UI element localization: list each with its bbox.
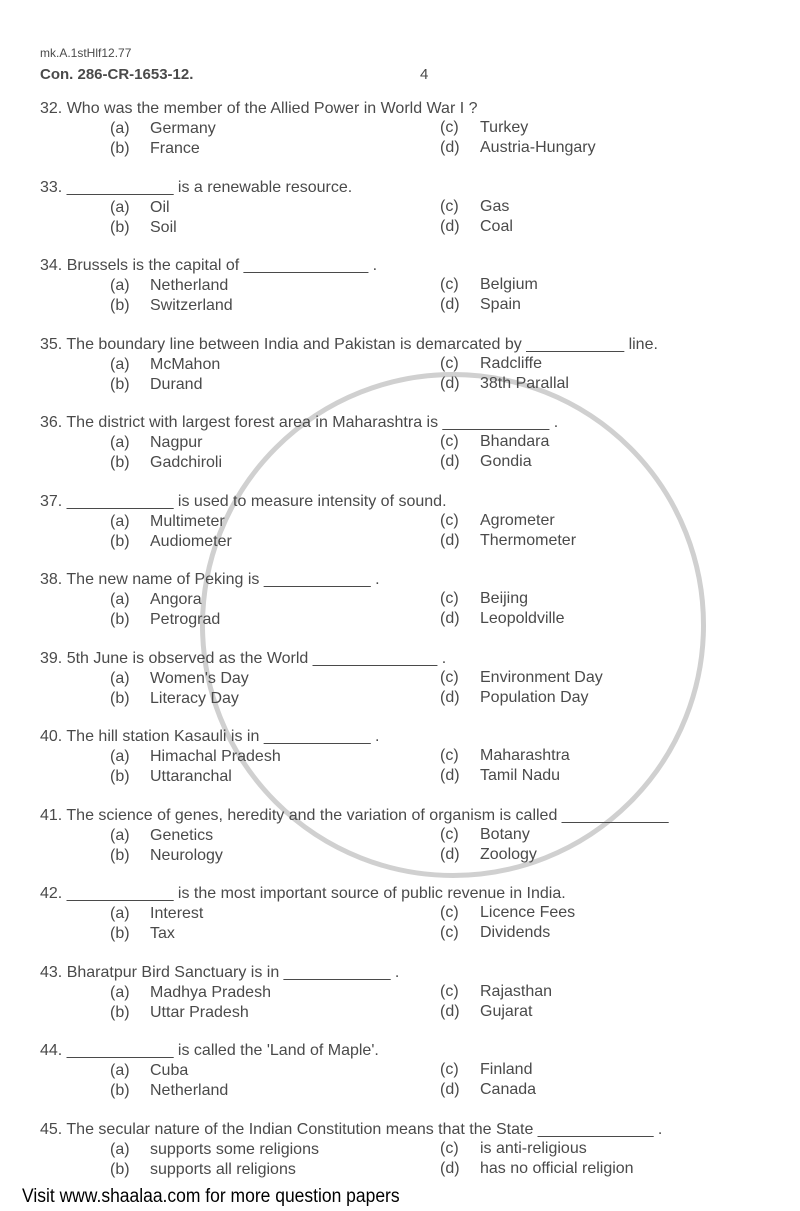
option — [110, 120, 216, 138]
option-text: Switzerland — [150, 297, 233, 314]
option-letter: (d) — [440, 139, 460, 156]
option — [110, 611, 220, 629]
option-letter: (a) — [110, 512, 130, 530]
option-letter: (b) — [110, 454, 130, 471]
question-stem: 38. The new name of Peking is ____________ . — [40, 571, 380, 588]
question — [40, 1121, 800, 1181]
option-letter: (c) — [440, 747, 459, 764]
option-letter: (b) — [110, 1082, 130, 1099]
option — [110, 533, 232, 551]
option — [110, 140, 200, 158]
option-letter: (c) — [440, 668, 459, 686]
question-stem: 41. The science of genes, heredity and the variation of organism is called ____________ — [40, 806, 669, 824]
question-stem: 32. Who was the member of the Allied Power in World War I ? — [40, 100, 478, 117]
option — [440, 1081, 536, 1099]
option-letter: (a) — [110, 983, 130, 1001]
option-text: Environment Day — [480, 668, 603, 686]
option — [440, 198, 509, 216]
option-letter: (b) — [110, 532, 130, 550]
option-text: Beijing — [480, 590, 529, 607]
option-letter: (a) — [110, 355, 130, 373]
option — [440, 276, 538, 294]
option-letter: (c) — [440, 511, 459, 529]
option — [440, 610, 565, 628]
option-text: Licence Fees — [480, 904, 576, 921]
option-letter: (a) — [110, 669, 130, 687]
option-letter: (d) — [440, 688, 460, 706]
option-letter: (c) — [440, 1139, 459, 1157]
option-text: Himachal Pradesh — [150, 748, 281, 765]
option — [440, 1140, 587, 1158]
option — [440, 119, 528, 137]
option — [110, 984, 271, 1002]
option — [440, 355, 542, 373]
option — [110, 1004, 249, 1022]
option-text: Netherland — [150, 1082, 229, 1099]
question-stem: 34. Brussels is the capital of ______________ . — [40, 257, 378, 274]
question — [40, 179, 800, 239]
option — [110, 1062, 188, 1080]
option-letter: (c) — [440, 119, 459, 136]
option-letter: (b) — [110, 1003, 130, 1021]
option — [110, 434, 202, 452]
option-letter: (a) — [110, 1062, 130, 1079]
option-text: Zoology — [480, 845, 537, 863]
question — [40, 571, 800, 631]
option — [110, 847, 223, 865]
option — [110, 199, 170, 217]
option-letter: (d) — [440, 1002, 460, 1020]
option-letter: (c) — [440, 982, 459, 1000]
option-letter: (b) — [110, 218, 130, 236]
option-text: Radcliffe — [480, 354, 542, 372]
option-letter: (a) — [110, 826, 130, 844]
option-letter: (a) — [110, 198, 130, 216]
option-text: Uttaranchal — [150, 768, 232, 785]
option-text: Netherland — [150, 277, 229, 294]
option-text: Thermometer — [480, 531, 577, 549]
option-text: Gujarat — [480, 1002, 533, 1020]
option — [440, 767, 560, 785]
question — [40, 807, 800, 867]
option-text: has no official religion — [480, 1159, 634, 1177]
option-letter: (c) — [440, 590, 459, 607]
question-stem: 33. ____________ is a renewable resource. — [40, 178, 353, 196]
question — [40, 493, 800, 553]
option-letter: (c) — [440, 276, 459, 293]
option-text: supports some religions — [150, 1140, 319, 1158]
option — [440, 1061, 532, 1079]
option-text: is anti-religious — [480, 1139, 587, 1157]
option-letter: (c) — [440, 924, 459, 941]
question — [40, 414, 800, 474]
option — [440, 532, 576, 550]
option-text: Cuba — [150, 1062, 189, 1079]
option — [110, 1082, 228, 1100]
option-letter: (a) — [110, 277, 130, 294]
option-text: Spain — [480, 296, 521, 313]
option — [440, 1003, 532, 1021]
paper-code: mk.A.1stHlf12.77 — [40, 46, 132, 60]
option — [440, 139, 596, 157]
option — [110, 356, 220, 374]
option-text: Turkey — [480, 119, 529, 136]
option-text: Rajasthan — [480, 982, 553, 1000]
option-letter: (d) — [440, 610, 460, 627]
option — [110, 670, 249, 688]
question — [40, 885, 800, 945]
option — [110, 905, 203, 923]
footer-link[interactable]: Visit www.shaalaa.com for more question papers — [22, 1186, 400, 1207]
option-letter: (d) — [440, 217, 460, 235]
option-text: Bhandara — [480, 433, 550, 450]
option — [440, 846, 537, 864]
option-text: Neurology — [150, 846, 223, 864]
option-text: Leopoldville — [480, 610, 565, 627]
option-letter: (a) — [110, 905, 130, 922]
option-text: Uttar Pradesh — [150, 1003, 249, 1021]
paper-title: Con. 286-CR-1653-12. — [40, 66, 194, 83]
option-text: Gondia — [480, 453, 532, 470]
option — [440, 296, 521, 314]
option — [110, 591, 202, 609]
page-number: 4 — [420, 66, 429, 83]
option-letter: (d) — [440, 296, 460, 313]
option-text: Population Day — [480, 688, 589, 706]
option-text: Germany — [150, 120, 216, 137]
option — [440, 590, 528, 608]
question-stem: 44. ____________ is called the 'Land of Maple'. — [40, 1042, 379, 1059]
option-letter: (b) — [110, 768, 130, 785]
option-letter: (d) — [440, 1081, 460, 1098]
question-stem: 39. 5th June is observed as the World ______________ . — [40, 649, 447, 667]
option-text: Oil — [150, 198, 170, 216]
question-stem: 42. ____________ is the most important source of public revenue in India. — [40, 885, 566, 902]
option — [110, 454, 222, 472]
option-letter: (d) — [440, 453, 460, 470]
option-letter: (b) — [110, 611, 130, 628]
option — [110, 827, 213, 845]
question — [40, 650, 800, 710]
option-text: Agrometer — [480, 511, 555, 529]
option — [110, 277, 228, 295]
question — [40, 728, 800, 788]
option-text: Coal — [480, 217, 513, 235]
question — [40, 964, 800, 1024]
option-letter: (a) — [110, 1140, 130, 1158]
question-stem: 36. The district with largest forest area in Maharashtra is ____________ . — [40, 414, 559, 431]
option — [440, 983, 552, 1001]
option-letter: (c) — [440, 433, 459, 450]
option-text: McMahon — [150, 355, 221, 373]
option-text: Literacy Day — [150, 689, 239, 707]
option-text: Dividends — [480, 924, 551, 941]
question-stem: 35. The boundary line between India and Pakistan is demarcated by ___________ line. — [40, 335, 658, 353]
question-stem: 37. ____________ is used to measure intensity of sound. — [40, 492, 447, 510]
option-text: Canada — [480, 1081, 537, 1098]
question — [40, 100, 800, 160]
option-letter: (b) — [110, 689, 130, 707]
option-text: Durand — [150, 375, 203, 393]
option-letter: (c) — [440, 1061, 459, 1078]
option-letter: (a) — [110, 748, 130, 765]
option-letter: (b) — [110, 297, 130, 314]
question — [40, 1042, 800, 1102]
option-letter: (d) — [440, 374, 460, 392]
option-letter: (c) — [440, 197, 459, 215]
option — [440, 826, 530, 844]
option-text: Angora — [150, 591, 202, 608]
option-letter: (d) — [440, 531, 460, 549]
option-text: Genetics — [150, 826, 214, 844]
option-text: Botany — [480, 825, 530, 843]
option-letter: (b) — [110, 140, 130, 157]
option — [110, 219, 177, 237]
question — [40, 336, 800, 396]
option-text: Belgium — [480, 276, 538, 293]
question-stem: 43. Bharatpur Bird Sanctuary is in ____________ . — [40, 963, 400, 981]
option-text: Finland — [480, 1061, 533, 1078]
option-letter: (d) — [440, 845, 460, 863]
option — [440, 453, 532, 471]
option-letter: (c) — [440, 354, 459, 372]
option-text: Soil — [150, 218, 177, 236]
option-letter: (a) — [110, 591, 130, 608]
option-letter: (d) — [440, 1159, 460, 1177]
option-text: Petrograd — [150, 611, 221, 628]
option-text: Tax — [150, 925, 175, 942]
option — [110, 513, 225, 531]
option — [440, 904, 575, 922]
option — [440, 689, 589, 707]
option-letter: (c) — [440, 825, 459, 843]
option — [110, 748, 281, 766]
option-text: Multimeter — [150, 512, 225, 530]
option — [440, 924, 550, 942]
option-text: France — [150, 140, 200, 157]
option — [110, 690, 239, 708]
option-text: Interest — [150, 905, 204, 922]
option-text: Austria-Hungary — [480, 139, 596, 156]
option-text: Tamil Nadu — [480, 767, 561, 784]
option — [110, 925, 175, 943]
option-text: Nagpur — [150, 434, 203, 451]
option-letter: (b) — [110, 375, 130, 393]
option-text: Women's Day — [150, 669, 249, 687]
option — [110, 1161, 296, 1179]
option-letter: (b) — [110, 1160, 130, 1178]
option-text: 38th Parallal — [480, 374, 569, 392]
option — [440, 1160, 634, 1178]
option-letter: (b) — [110, 925, 130, 942]
option — [440, 375, 569, 393]
option — [110, 376, 202, 394]
option — [110, 297, 233, 315]
question — [40, 257, 800, 317]
option-letter: (d) — [440, 767, 460, 784]
option-text: supports all religions — [150, 1160, 296, 1178]
option-text: Madhya Pradesh — [150, 983, 271, 1001]
option — [440, 512, 555, 530]
option-text: Gadchiroli — [150, 454, 223, 471]
option-letter: (c) — [440, 904, 459, 921]
option — [110, 768, 232, 786]
option-letter: (b) — [110, 846, 130, 864]
option — [110, 1141, 319, 1159]
option-text: Gas — [480, 197, 510, 215]
option-letter: (a) — [110, 120, 130, 137]
option-letter: (a) — [110, 434, 130, 451]
option — [440, 433, 549, 451]
option-text: Audiometer — [150, 532, 232, 550]
question-stem: 45. The secular nature of the Indian Constitution means that the State _____________ . — [40, 1120, 663, 1138]
option-text: Maharashtra — [480, 747, 570, 764]
option — [440, 747, 570, 765]
question-stem: 40. The hill station Kasauli is in ____________ . — [40, 728, 380, 745]
option — [440, 218, 513, 236]
option — [440, 669, 603, 687]
